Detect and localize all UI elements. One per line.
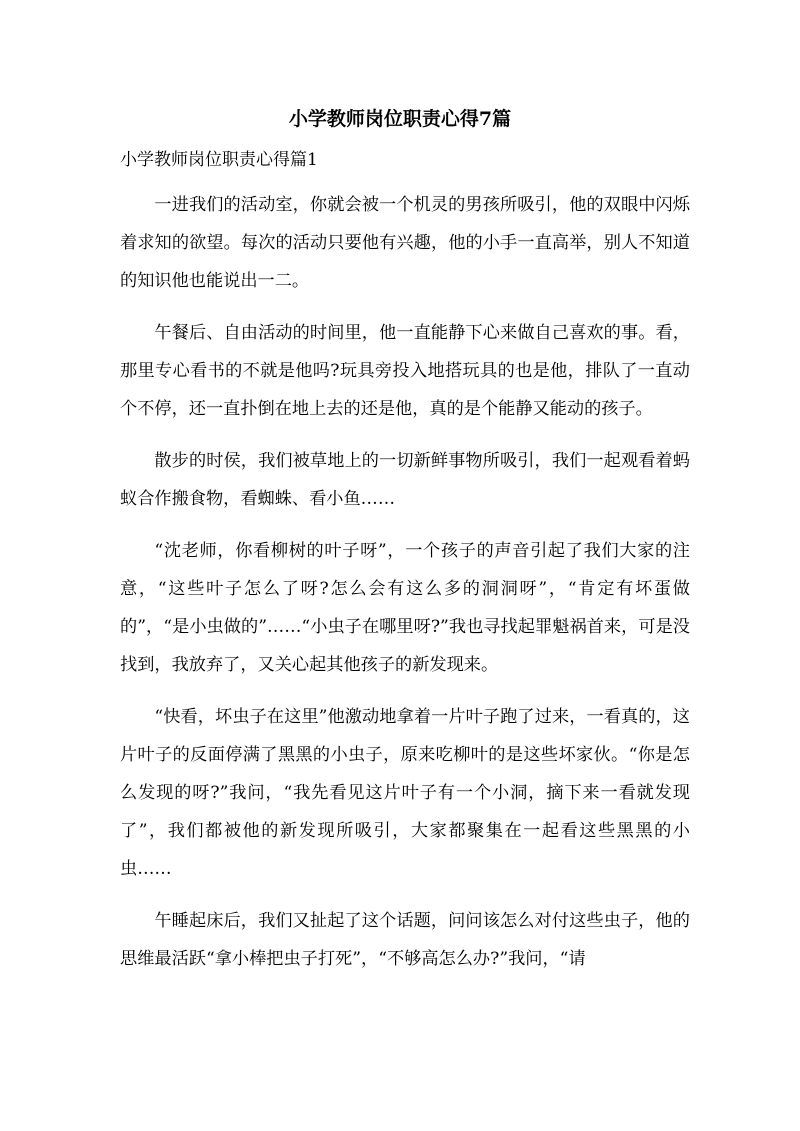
document-title: 小学教师岗位职责心得7篇 [288, 108, 512, 130]
document-body [120, 186, 690, 992]
paragraph: 散步的时侯，我们被草地上的一切新鲜事物所吸引，我们一起观看着蚂蚁合作搬食物，看蜘蛛、看小鱼…… [120, 451, 690, 509]
paragraph: “沈老师，你看柳树的叶子呀”，一个孩子的声音引起了我们大家的注意，“这些叶子怎么了呀?怎么会有这么多的洞洞呀”，“肯定有坏蛋做的”，“是小虫做的”……“小虫子在哪里呀?”我也寻找起罪魁祸首来，可是没找到，我放弃了，又关心起其他孩子的新发现来。 [120, 541, 690, 675]
paragraph: “快看，坏虫子在这里”他激动地拿着一片叶子跑了过来，一看真的，这片叶子的反面停满了黑黑的小虫子，原来吃柳叶的是这些坏家伙。“你是怎么发现的呀?”我问，“我先看见这片叶子有一个小洞，摘下来一看就发现了”，我们都被他的新发现所吸引，大家都聚集在一起看这些黑黑的小虫…… [120, 707, 690, 879]
paragraph: 午餐后、自由活动的时间里，他一直能静下心来做自己喜欢的事。看，那里专心看书的不就是他吗?玩具旁投入地搭玩具的也是他，排队了一直动个不停，还一直扑倒在地上去的还是他，真的是个能静又能动的孩子。 [120, 323, 690, 419]
paragraph: 午睡起床后，我们又扯起了这个话题，问问该怎么对付这些虫子，他的思维最活跃“拿小棒把虫子打死”，“不够高怎么办?”我问，“请 [120, 911, 690, 969]
section-heading: 小学教师岗位职责心得篇1 [120, 150, 318, 170]
paragraph: 一进我们的活动室，你就会被一个机灵的男孩所吸引，他的双眼中闪烁着求知的欲望。每次的活动只要他有兴趣，他的小手一直高举，别人不知道的知识他也能说出一二。 [120, 195, 690, 291]
